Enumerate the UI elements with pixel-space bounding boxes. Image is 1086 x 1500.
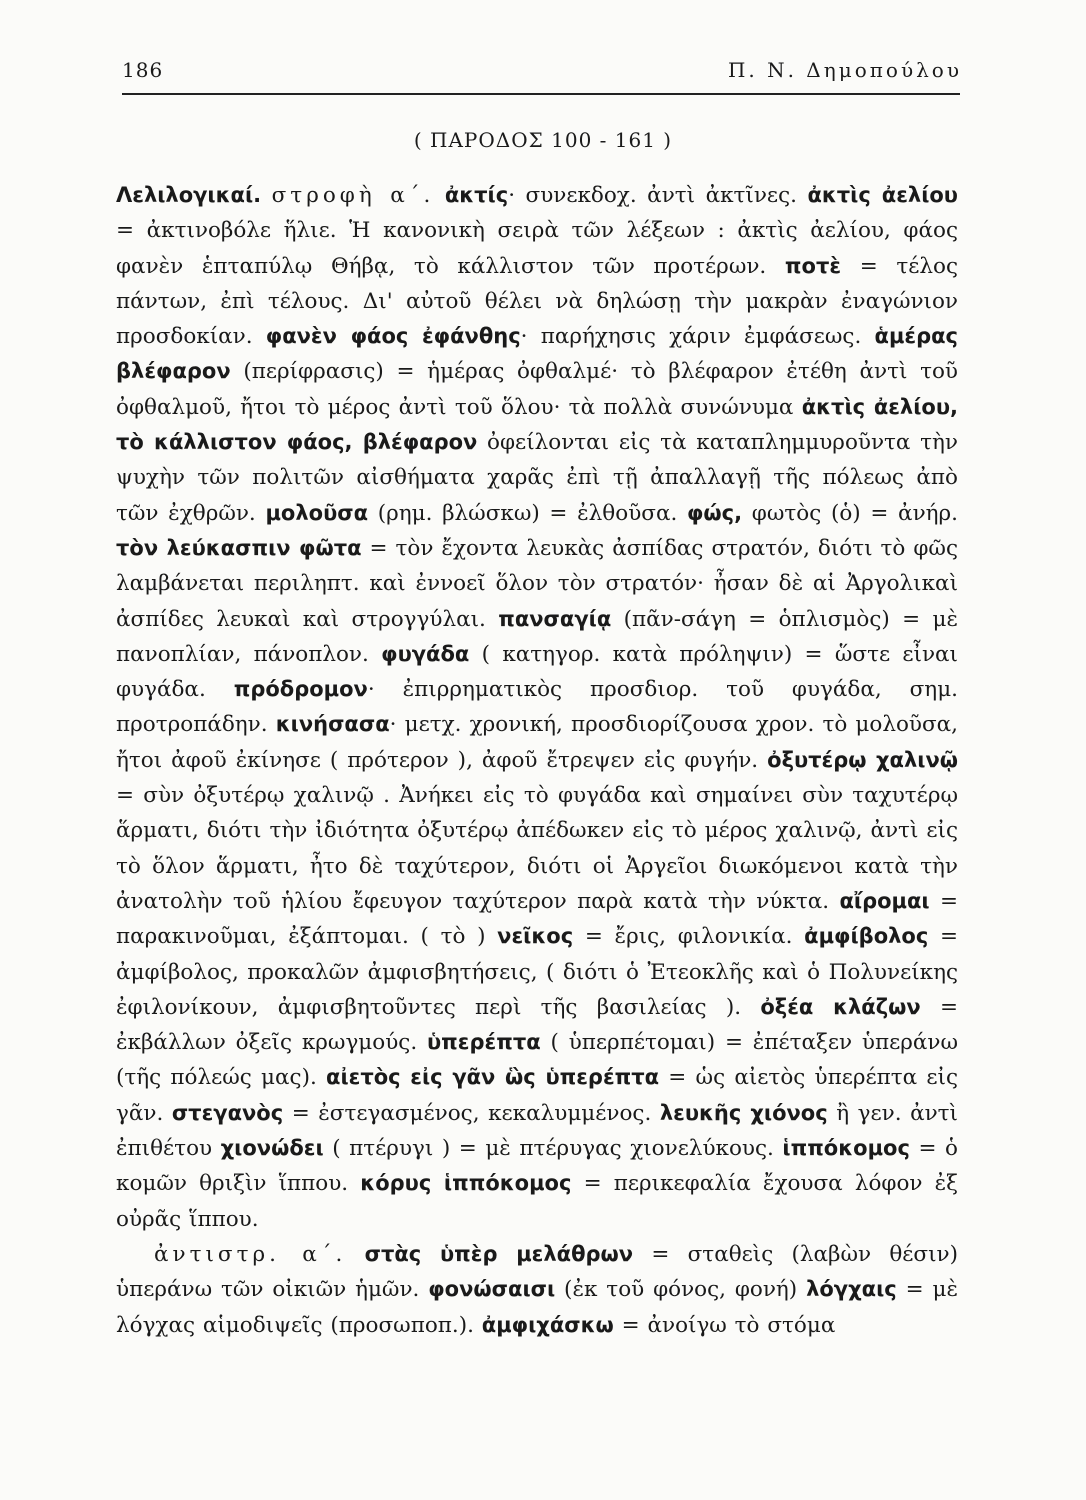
gloss: = σταθεὶς (λαβὼν θέσιν) ὑπεράνω τῶν οἰκιῶν ἡμῶν.: [116, 1241, 958, 1303]
gloss: = ἔρις, φιλονικία.: [573, 924, 805, 950]
term: ἀκτίς: [444, 183, 509, 207]
gloss: = τέλος πάντων, ἐπὶ τέλους. Δι' αὐτοῦ θέλει νὰ δηλώσῃ τὴν μακρὰν ἐναγώνιον προσδοκίαν.: [116, 253, 959, 350]
term: στὰς ὑπὲρ μελάθρων: [364, 1241, 634, 1266]
term: ἀμφίβολος: [804, 924, 929, 949]
term: κινήσασα: [275, 712, 390, 737]
gloss: [434, 183, 445, 208]
gloss: ( ὑπερπέτομαι) = ἐπέταξεν ὑπεράνω (τῆς πόλεώς μας).: [116, 1030, 958, 1091]
gloss: (ἐκ τοῦ φόνος, φονή): [555, 1277, 807, 1303]
gloss: · μετχ. χρονική, προσδιορίζουσα χρον. τὸ μολοῦσα, ἤτοι ἀφοῦ ἐκίνησε ( πρότερον ), ἀφοῦ ἔτρεψεν εἰς φυγήν.: [116, 712, 959, 773]
term: φονώσαισι: [428, 1277, 556, 1302]
strophe-paragraph: [116, 178, 958, 1237]
commentary-body: [116, 178, 958, 1343]
term: ὀξυτέρῳ χαλινῷ: [767, 747, 959, 772]
section-label: στροφὴ α΄.: [271, 183, 435, 208]
term: στεγανὸς: [171, 1100, 284, 1125]
term: μολοῦσα: [265, 500, 369, 525]
gloss: = μὲ λόγχας αἱμοδιψεῖς (προσωποπ.).: [116, 1277, 958, 1338]
gloss: (ρημ. βλώσκω) = ἐλθοῦσα.: [368, 500, 687, 526]
gloss: (πᾶν-σάγη = ὁπλισμὸς) = μὲ πανοπλίαν, πάνοπλον.: [116, 606, 958, 667]
term: αἰετὸς εἰς γᾶν ὣς ὑπερέπτα: [326, 1065, 660, 1090]
term: πανσαγίᾳ: [498, 606, 612, 631]
gloss: φωτὸς (ὁ) = ἀνήρ.: [742, 500, 958, 526]
term: ἀμφιχάσκω: [481, 1312, 614, 1337]
term: λευκῆς χιόνος: [659, 1100, 828, 1125]
gloss: ἢ γεν. ἀντὶ ἐπιθέτου: [116, 1100, 958, 1162]
gloss: = ἀκτινοβόλε ἥλιε. Ἡ κανονικὴ σειρὰ τῶν λέξεων : ἀκτὶς ἀελίου, φάος φανὲν ἑπταπύλῳ Θήβᾳ, τὸ κάλλιστον τῶν προτέρων.: [116, 218, 958, 279]
term: ἁμέρας βλέφαρον: [116, 324, 958, 384]
term: φυγάδα: [381, 641, 470, 666]
term: φώς,: [686, 500, 743, 525]
term: τὸν λεύκασπιν φῶτα: [116, 535, 362, 560]
gloss: = ἐστεγασμένος, κεκαλυμμένος.: [283, 1100, 660, 1126]
gloss: = ἀμφίβολος, προκαλῶν ἀμφισβητήσεις, ( διότι ὁ Ἐτεοκλῆς καὶ ὁ Πολυνείκης ἐφιλονίκουν, ἀμφισβητοῦντες περὶ τῆς βασιλείας ).: [116, 924, 958, 1020]
term: ὑπερέπτα: [427, 1030, 541, 1055]
term: νεῖκος: [497, 924, 574, 949]
gloss: [261, 183, 272, 208]
term: ὀξέα κλάζων: [760, 994, 921, 1019]
gloss: = ὡς αἰετὸς ὑπερέπτα εἰς γᾶν.: [116, 1065, 959, 1126]
antistrophe-paragraph: [116, 1237, 958, 1343]
term: Λελιλογικαί.: [116, 183, 262, 207]
gloss: · ἐπιρρηματικὸς προσδιορ. τοῦ φυγάδα, σημ. προτροπάδην.: [116, 677, 958, 738]
gloss: · παρήχησις χάριν ἐμφάσεως.: [520, 324, 875, 350]
gloss: = τὸν ἔχοντα λευκὰς ἀσπίδας στρατόν, διότι τὸ φῶς λαμβάνεται περιληπτ. καὶ ἐννοεῖ ὅλον τὸν στρατόν· ἦσαν δὲ αἱ Ἀργολικαὶ ἀσπίδες λευκαὶ καὶ στρογγύλαι.: [116, 535, 958, 632]
term: χιονώδει: [220, 1136, 324, 1161]
term: φανὲν φάος ἐφάνθης: [265, 324, 521, 349]
term: ἱππόκομος: [782, 1136, 910, 1161]
gloss: = παρακινοῦμαι, ἐξάπτομαι. ( τὸ ): [116, 888, 958, 950]
gloss: = σὺν ὀξυτέρῳ χαλινῷ . Ἀνήκει εἰς τὸ φυγάδα καὶ σημαίνει σὺν ταχυτέρῳ ἅρματι, διότι τὴν ἰδιότητα ὀξυτέρῳ ἀπέδωκεν εἰς τὸ μέρος χαλινῷ, ἀντὶ εἰς τὸ ὅλον ἅρματι, ἦτο δὲ ταχύτερον, διότι οἱ Ἀργεῖοι διωκόμενοι κατὰ τὴν ἀνατολὴν τοῦ ἡλίου ἔφευγον ταχύτερον παρὰ κατὰ τὴν νύκτα.: [116, 783, 958, 914]
gloss: = περικεφαλία ἔχουσα λόφον ἐξ οὐρᾶς ἵππου.: [116, 1171, 958, 1232]
gloss: ( κατηγορ. κατὰ πρόληψιν) = ὥστε εἶναι φυγάδα.: [116, 641, 958, 703]
gloss: ὀφείλονται εἰς τὰ καταπλημμυροῦντα τὴν ψυχὴν τῶν πολιτῶν αἰσθήματα χαρᾶς ἐπὶ τῇ ἀπαλλαγῇ τῆς πόλεως ἀπὸ τῶν ἐχθρῶν.: [116, 430, 958, 526]
section-label: ἀντιστρ. α΄.: [154, 1241, 347, 1267]
page-header: [122, 50, 962, 90]
gloss: = ἐκβάλλων ὀξεῖς κρωγμούς.: [116, 994, 958, 1056]
gloss: [346, 1242, 364, 1267]
header-rule: [122, 93, 960, 95]
term: κόρυς ἱππόκομος: [360, 1171, 572, 1196]
term: ἀκτὶς ἀελίου, τὸ κάλλιστον φάος, βλέφαρον: [116, 394, 958, 455]
term: αἴρομαι: [839, 888, 930, 913]
gloss: (περίφρασις) = ἡμέρας ὀφθαλμέ· τὸ βλέφαρον ἐτέθη ἀντὶ τοῦ ὀφθαλμοῦ, ἤτοι τὸ μέρος ἀντὶ τοῦ ὅλου· τὰ πολλὰ συνώνυμα: [116, 359, 958, 420]
gloss: = ἀνοίγω τὸ στόμα: [613, 1312, 836, 1338]
running-title: Π. Ν. Δημοπούλου: [727, 58, 962, 82]
term: ἀκτὶς ἀελίου: [807, 183, 958, 207]
term: ποτὲ: [784, 253, 842, 278]
page-number: 186: [122, 58, 164, 82]
gloss: = ὁ κομῶν θριξὶν ἵππου.: [116, 1136, 958, 1197]
gloss: · συνεκδοχ. ἀντὶ ἀκτῖνες.: [508, 183, 808, 208]
section-title: ( ΠΑΡΟΔΟΣ 100 - 161 ): [413, 128, 673, 152]
term: πρόδρομον: [233, 677, 368, 702]
gloss: ( πτέρυγι ) = μὲ πτέρυγας χιονελύκους.: [323, 1136, 783, 1162]
term: λόγχαις: [806, 1277, 897, 1302]
